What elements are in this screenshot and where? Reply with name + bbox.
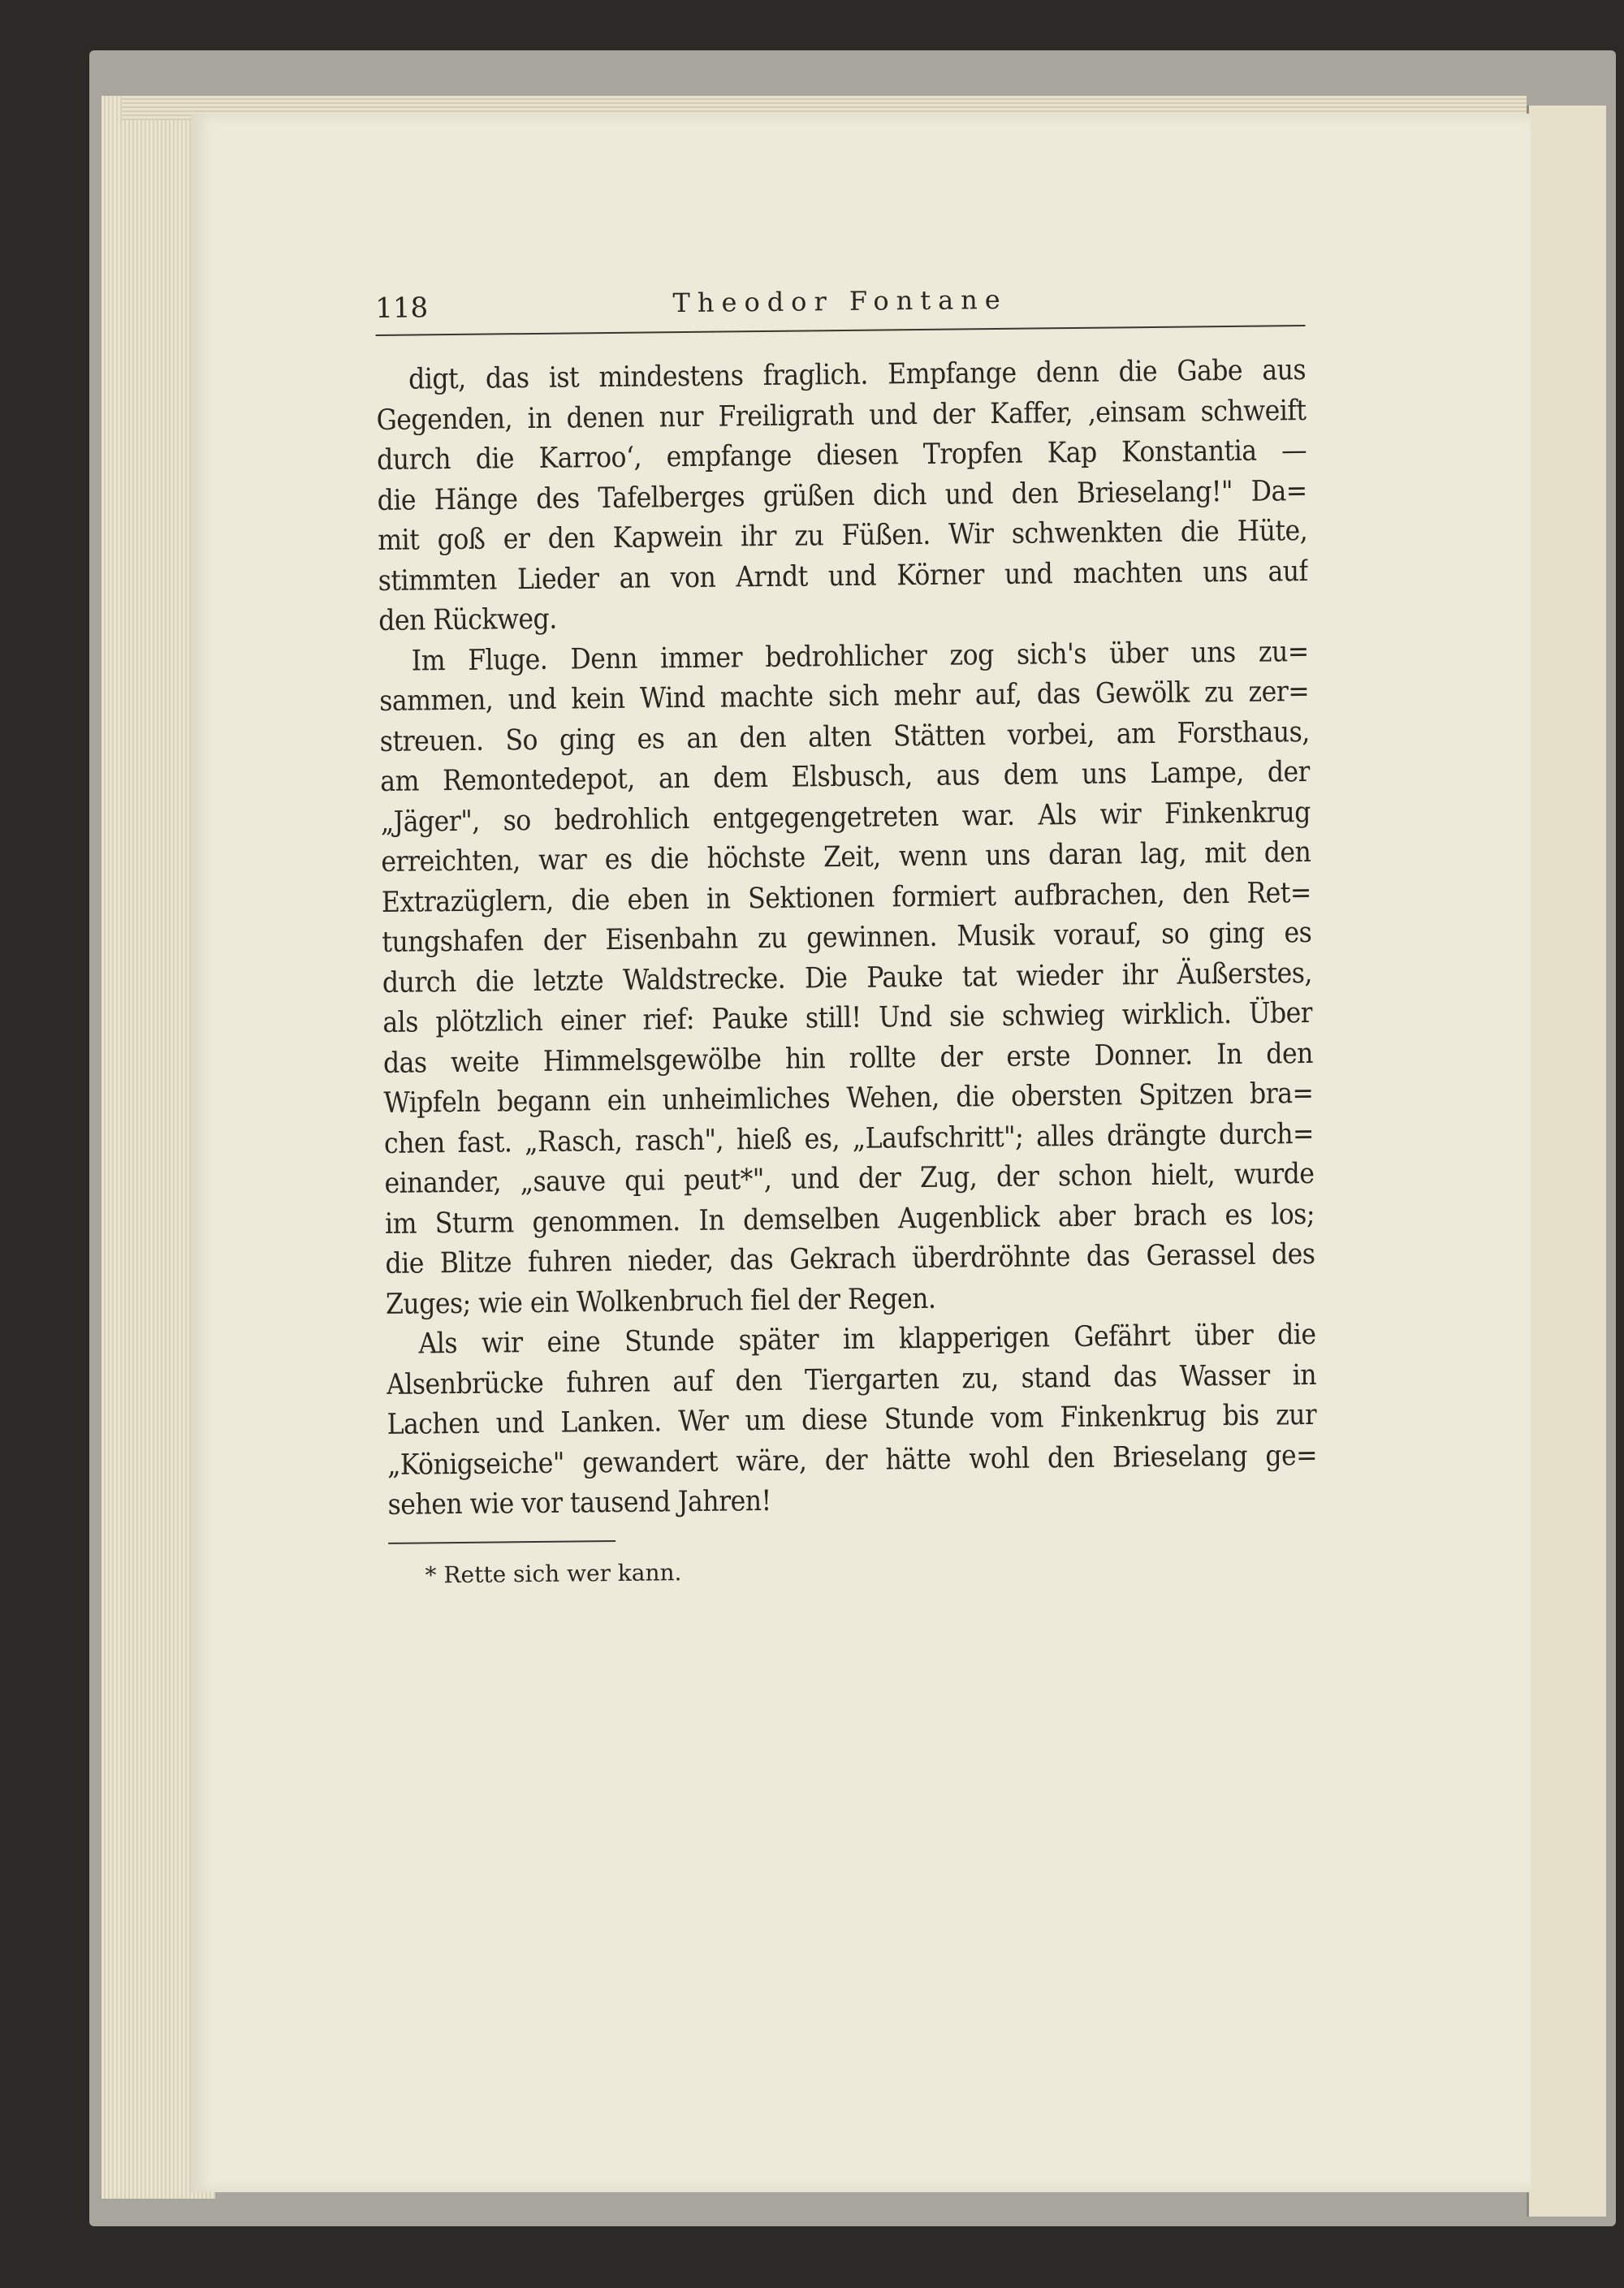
- text-line: Wipfeln begann ein unheimliches Wehen, die obersten Spitzen bra=: [383, 1077, 1314, 1120]
- text-line: als plötzlich einer rief: Pauke still! Und sie schwieg wirklich. Über: [382, 996, 1313, 1039]
- paragraph: [379, 632, 1316, 1324]
- text-line: im Sturm genommen. In demselben Augenblick aber brach es los;: [384, 1198, 1315, 1241]
- text-line: Gegenden, in denen nur Freiligrath und der Kaffer, ‚einsam schweift: [376, 394, 1307, 437]
- text-line: sehen wie vor tausend Jahren!: [387, 1484, 771, 1522]
- text-line: Als wir eine Stunde später im klapperigen Gefährt über die: [418, 1318, 1316, 1361]
- running-head: Theodor Fontane: [672, 283, 1008, 319]
- text-line: Alsenbrücke fuhren auf den Tiergarten zu, stand das Wasser in: [386, 1358, 1317, 1401]
- text-line: durch die letzte Waldstrecke. Die Pauke tat wieder ihr Äußerstes,: [382, 956, 1313, 999]
- text-line: durch die Karroo‘, empfange diesen Tropfen Kap Konstantia —: [376, 434, 1307, 477]
- text-line: Im Fluge. Denn immer bedrohlicher zog sich's über uns zu=: [411, 635, 1309, 678]
- page-content: [375, 283, 1319, 1588]
- text-line: „Jäger", so bedrohlich entgegengetreten war. Als wir Finkenkrug: [380, 796, 1311, 839]
- paragraph: [386, 1315, 1318, 1526]
- text-line: am Remontedepot, an dem Elsbusch, aus dem uns Lampe, der: [380, 755, 1311, 798]
- text-line: tungshafen der Eisenbahn zu gewinnen. Musik vorauf, so ging es: [382, 916, 1312, 959]
- page-number: 118: [375, 291, 429, 325]
- text-line: streuen. So ging es an den alten Stätten vorbei, am Forsthaus,: [379, 715, 1310, 758]
- paragraph: [376, 351, 1309, 641]
- footnote: * Rette sich wer kann.: [425, 1558, 682, 1588]
- text-line: sammen, und kein Wind machte sich mehr auf, das Gewölk zu zer=: [379, 675, 1310, 718]
- text-line: chen fast. „Rasch, rasch", hieß es, „Laufschritt"; alles drängte durch=: [383, 1117, 1315, 1160]
- text-line: einander, „sauve qui peut*", und der Zug, der schon hielt, wurde: [384, 1157, 1315, 1200]
- page-header: [375, 283, 1306, 336]
- text-line: das weite Himmelsgewölbe hin rollte der erste Donner. In den: [382, 1037, 1314, 1080]
- text-line: erreichten, war es die höchste Zeit, wenn uns daran lag, mit den: [381, 835, 1311, 879]
- footnote-rule: [388, 1539, 615, 1543]
- body-text: [376, 351, 1318, 1526]
- text-line: Lachen und Lanken. Wer um diese Stunde vom Finkenkrug bis zur: [387, 1398, 1317, 1441]
- text-line: mit goß er den Kapwein ihr zu Füßen. Wir schwenkten die Hüte,: [377, 514, 1308, 557]
- text-line: stimmten Lieder an von Arndt und Körner und machten uns auf: [378, 555, 1308, 598]
- text-line: die Hänge des Tafelberges grüßen dich und den Brieselang!" Da=: [377, 474, 1307, 517]
- text-line: Extrazüglern, die eben in Sektionen formiert aufbrachen, den Ret=: [381, 876, 1312, 919]
- text-line: „Königseiche" gewandert wäre, der hätte wohl den Brieselang ge=: [387, 1439, 1318, 1482]
- text-line: den Rückweg.: [378, 602, 557, 637]
- text-line: digt, das ist mindestens fraglich. Empfange denn die Gabe aus: [408, 354, 1307, 396]
- text-line: die Blitze fuhren nieder, das Gekrach überdröhnte das Gerassel des: [385, 1237, 1315, 1280]
- text-line: Zuges; wie ein Wolkenbruch fiel der Regen.: [385, 1282, 936, 1321]
- facing-page-edge: [1527, 106, 1606, 2217]
